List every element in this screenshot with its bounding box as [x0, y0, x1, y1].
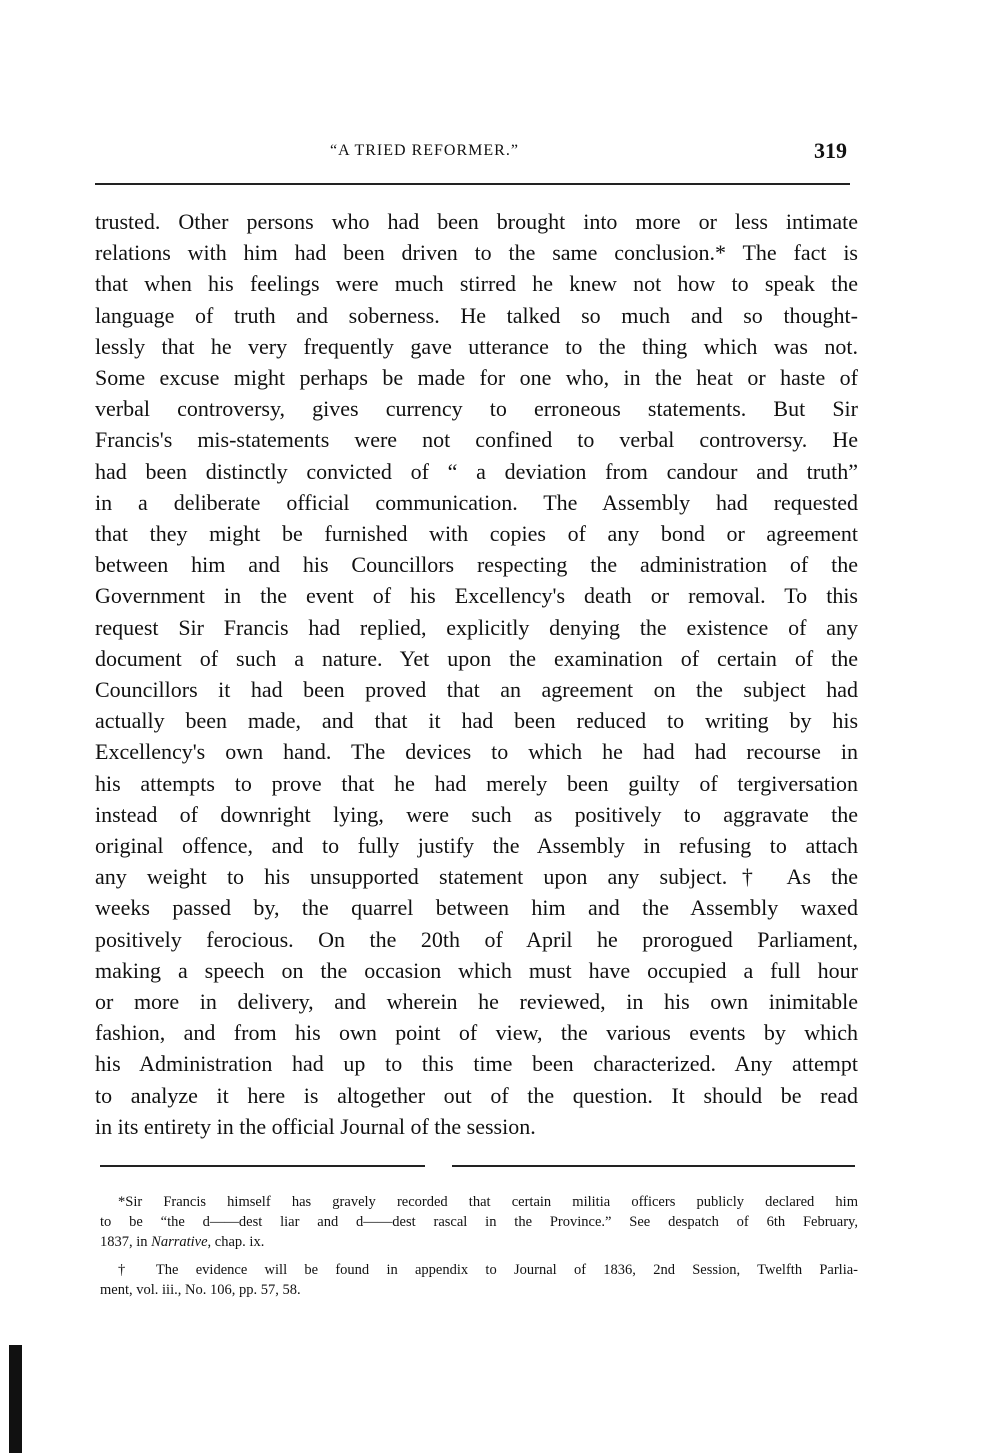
body-line: in its entirety in the official Journal of the session.: [95, 1113, 536, 1139]
body-line: lessly that he very frequently gave utterance to the thing which was not.: [95, 333, 858, 359]
body-line: or more in delivery, and wherein he reviewed, in his own inimitable: [95, 989, 858, 1014]
body-line: fashion, and from his own point of view, the various events by which: [95, 1020, 858, 1046]
body-line: actually been made, and that it had been reduced to writing by his: [95, 708, 858, 734]
body-line: had been distinctly convicted of “ a deviation from candour and truth”: [95, 458, 858, 484]
footnote-1-line: to be “the d——dest liar and d——dest rascal in the Province.” See despatch of 6th February,: [100, 1214, 858, 1230]
body-line: trusted. Other persons who had been brought into more or less intimate: [95, 209, 858, 234]
body-line: document of such a nature. Yet upon the examination of certain of the: [95, 645, 858, 671]
footnote-text: 1837, in: [100, 1234, 152, 1250]
body-line: Councillors it had been proved that an agreement on the subject had: [95, 677, 858, 702]
footnote-1-line: *Sir Francis himself has gravely recorded that certain militia officers publicly declared him: [118, 1194, 858, 1210]
footnote-1-line: [100, 1232, 858, 1252]
footnote-rule-left: [100, 1165, 425, 1167]
footnote-text: , chap. ix.: [207, 1234, 265, 1250]
header-rule: [95, 183, 850, 185]
body-line: to analyze it here is altogether out of the question. It should be read: [95, 1082, 858, 1108]
footnote-2-line: † The evidence will be found in appendix to Journal of 1836, 2nd Session, Twelfth Parlia-: [118, 1262, 858, 1278]
body-line: weeks passed by, the quarrel between him and the Assembly waxed: [95, 895, 858, 921]
body-line: any weight to his unsupported statement upon any subject.† As the: [95, 864, 858, 890]
body-line: his Administration had up to this time been characterized. Any attempt: [95, 1051, 858, 1077]
body-line: instead of downright lying, were such as positively to aggravate the: [95, 801, 858, 827]
footnote-rule-right: [452, 1165, 855, 1167]
footnote-2-line: ment, vol. iii., No. 106, pp. 57, 58.: [100, 1282, 301, 1298]
body-line: Government in the event of his Excellency's death or removal. To this: [95, 583, 858, 609]
body-line: that they might be furnished with copies of any bond or agreement: [95, 521, 858, 546]
body-line: that when his feelings were much stirred he knew not how to speak the: [95, 271, 858, 297]
running-title: “A TRIED REFORMER.”: [330, 142, 519, 159]
footnote-italic-title: Narrative: [151, 1234, 208, 1250]
body-line: his attempts to prove that he had merely been guilty of tergiversation: [95, 770, 858, 796]
body-line: between him and his Councillors respecting the administration of the: [95, 552, 858, 578]
body-line: Some excuse might perhaps be made for one who, in the heat or haste of: [95, 365, 858, 390]
body-line: Francis's mis-statements were not confined to verbal controversy. He: [95, 427, 858, 453]
body-line: verbal controversy, gives currency to erroneous statements. But Sir: [95, 396, 858, 422]
body-line: making a speech on the occasion which must have occupied a full hour: [95, 957, 858, 983]
scan-edge-mark: [9, 1345, 22, 1453]
body-line: language of truth and soberness. He talked so much and so thought-: [95, 302, 858, 328]
body-line: positively ferocious. On the 20th of April he prorogued Parliament,: [95, 926, 858, 952]
body-line: original offence, and to fully justify the Assembly in refusing to attach: [95, 833, 858, 858]
body-line: in a deliberate official communication. The Assembly had requested: [95, 489, 858, 515]
body-line: relations with him had been driven to the same conclusion.* The fact is: [95, 240, 858, 266]
page-number: 319: [814, 138, 847, 163]
body-line: request Sir Francis had replied, explicitly denying the existence of any: [95, 614, 858, 640]
body-line: Excellency's own hand. The devices to which he had had recourse in: [95, 739, 858, 765]
